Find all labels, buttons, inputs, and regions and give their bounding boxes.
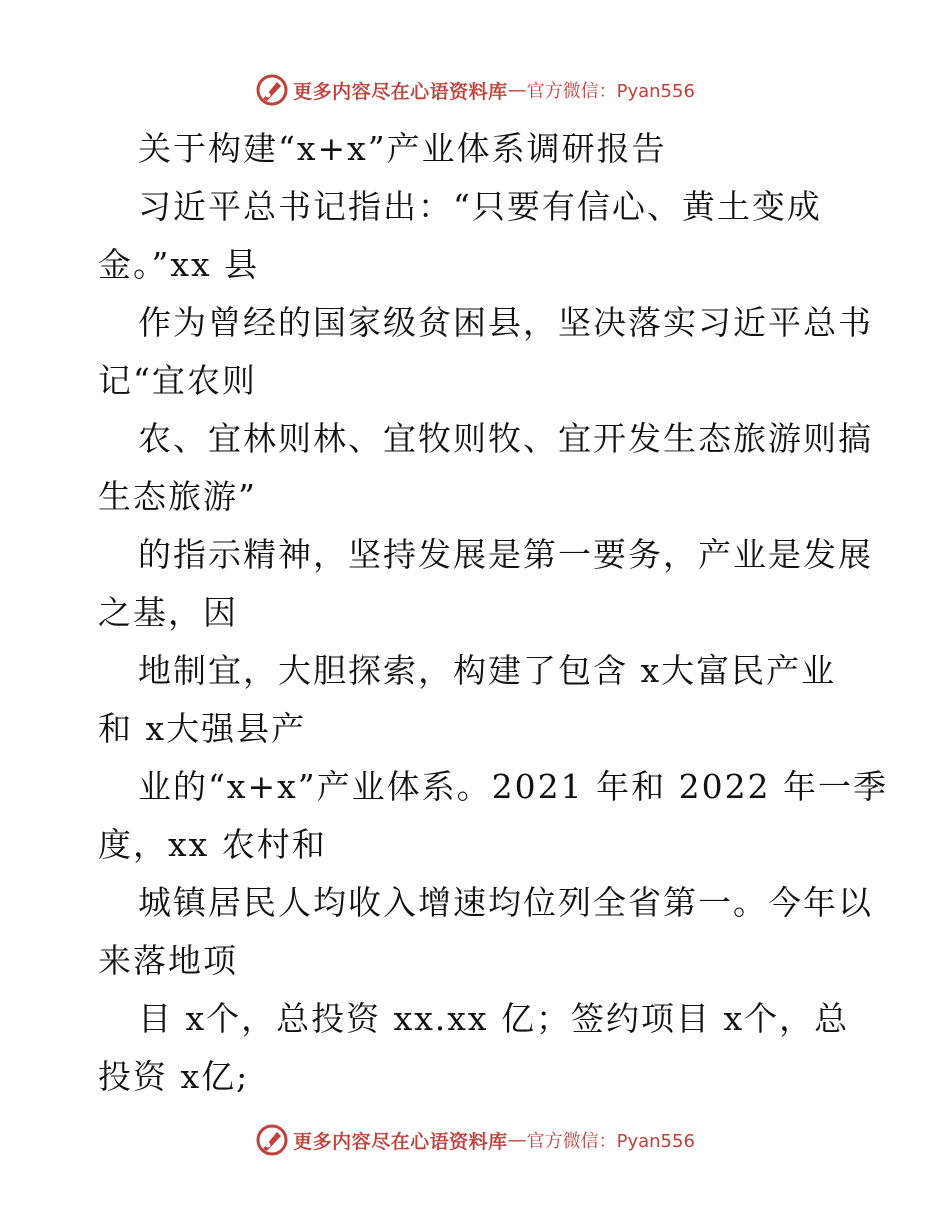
watermark-sub-text: 官方微信：Pyan556 <box>526 81 695 102</box>
document-line: 和 x大强县产 <box>98 709 307 748</box>
document-line: 地制宜，大胆探索，构建了包含 x大富民产业 <box>138 651 837 690</box>
document-line: 生态旅游” <box>98 477 257 516</box>
document-line: 的指示精神，坚持发展是第一要务，产业是发展 <box>138 535 873 574</box>
document-line: 之基，因 <box>98 593 238 632</box>
header-watermark <box>0 70 950 110</box>
document-line: 作为曾经的国家级贫困县，坚决落实习近平总书 <box>138 303 873 342</box>
document-line: 业的“x+x”产业体系。2021 年和 2022 年一季 <box>138 767 889 806</box>
pen-nib-circle-icon <box>255 73 289 107</box>
document-title: 关于构建“x+x”产业体系调研报告 <box>138 129 667 168</box>
pen-nib-circle-icon <box>255 1123 289 1157</box>
document-paragraphs <box>98 178 889 1106</box>
document-line: 投资 x亿; <box>98 1057 250 1096</box>
watermark-main-text: 更多内容尽在心语资料库 <box>293 1130 508 1153</box>
document-line: 来落地项 <box>98 941 238 980</box>
watermark-main-text: 更多内容尽在心语资料库 <box>293 80 508 103</box>
watermark-dash: — <box>507 1129 527 1151</box>
watermark-dash: — <box>507 79 527 101</box>
document-line: 习近平总书记指出：“只要有信心、黄土变成 <box>138 187 822 226</box>
document-line: 金。”xx 县 <box>98 245 260 284</box>
document-line: 城镇居民人均收入增速均位列全省第一。今年以 <box>138 883 873 922</box>
document-line: 农、宜林则林、宜牧则牧、宜开发生态旅游则搞 <box>138 419 873 458</box>
watermark-sub-text: 官方微信：Pyan556 <box>526 1131 695 1152</box>
document-line: 度，xx 农村和 <box>98 825 327 864</box>
document-body <box>98 120 889 1106</box>
footer-watermark <box>0 1120 950 1160</box>
document-line: 目 x个，总投资 xx.xx 亿；签约项目 x个，总 <box>138 999 850 1038</box>
document-line: 记“宜农则 <box>98 361 257 400</box>
